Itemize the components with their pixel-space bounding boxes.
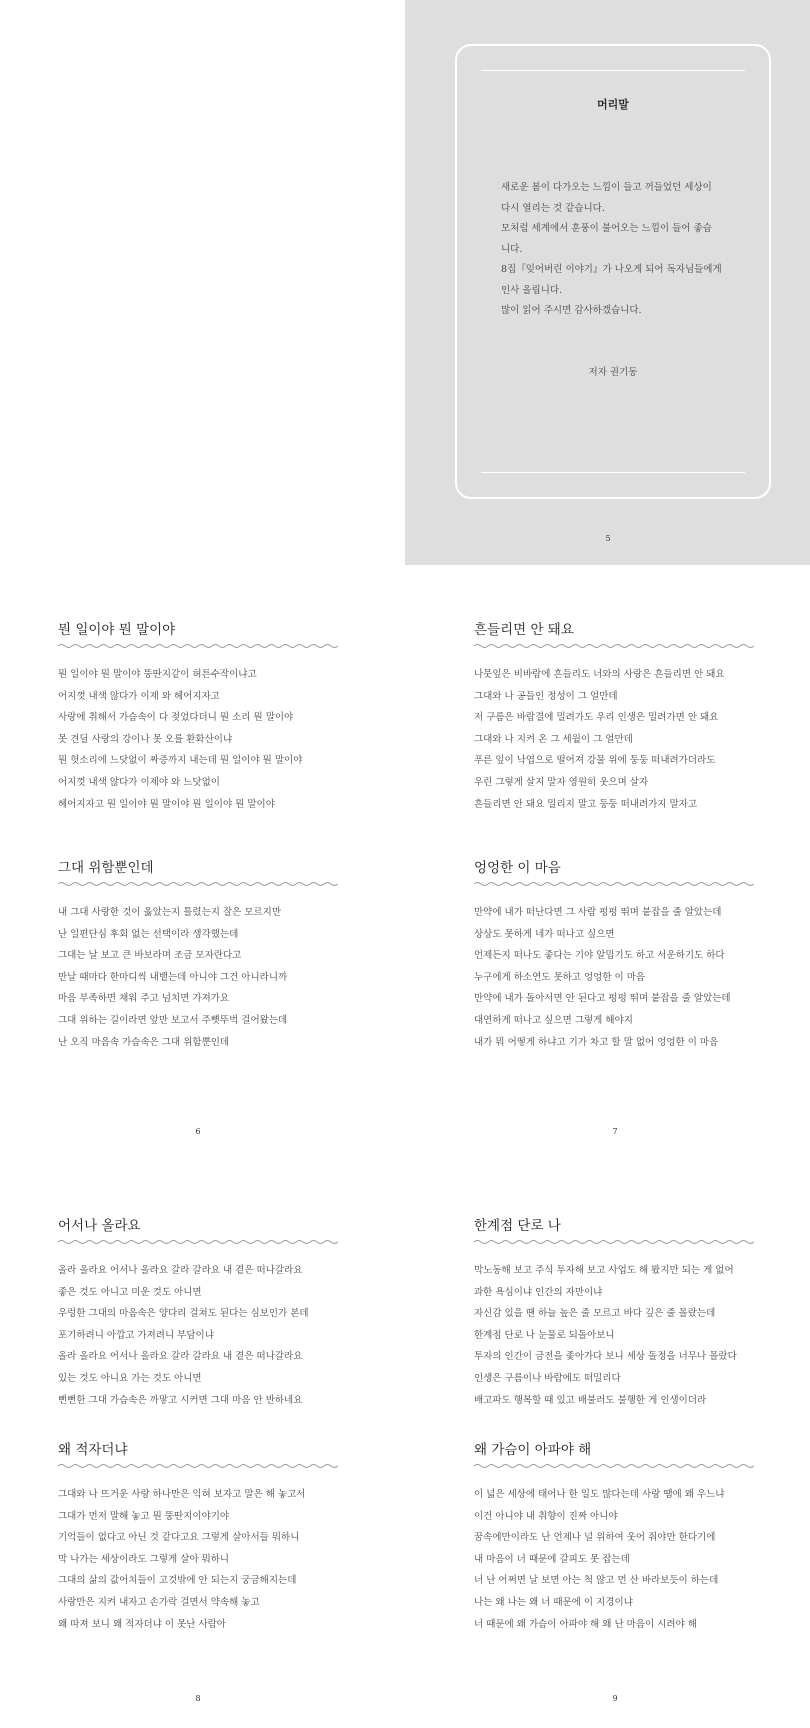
poem-line: 그대와 나 뜨거운 사랑 하나만은 익혀 보자고 말은 해 놓고서 [58,1489,306,1500]
poem-line: 막 나가는 세상이라도 그렇게 살아 뭐하니 [58,1553,230,1565]
poem-line: 만약에 내가 떠난다면 그 사람 펑펑 뛰며 붙잡을 줄 알았는데 [474,907,722,918]
poem-title: 한계점 단로 나 [474,1218,561,1234]
poem [58,620,338,815]
poem [58,1216,338,1411]
poem-line: 배고파도 행복할 때 있고 배불러도 불행한 게 인생이더라 [474,1394,707,1406]
preface-line: 많이 읽어 주시면 감사하겠습니다. [501,305,642,316]
wavy-divider [58,1239,338,1245]
poem-lines [474,902,754,1053]
poem-line: 왜 따져 보니 왜 적자더냐 이 못난 사람아 [58,1618,226,1630]
preface-author: 저자 권기동 [588,367,638,378]
poem-line: 투자의 인간이 금전을 좇아가다 보니 세상 돌정을 너무나 몰랐다 [474,1351,737,1363]
wavy-divider [58,1463,338,1469]
poem [474,620,754,815]
wavy-divider [474,1239,754,1245]
poem [58,858,338,1053]
poem-line: 과한 욕심이냐 인간의 자만이냐 [474,1286,603,1298]
poem-lines [58,1484,338,1635]
poem-line: 헤어지자고 뭔 일이야 뭔 말이야 뭔 일이야 뭔 말이야 [58,798,275,810]
poem-line: 막노동해 보고 주식 투자해 보고 사업도 해 봤지만 되는 게 없어 [474,1265,734,1276]
preface-page [405,0,810,565]
preface-line: 다시 열리는 것 같습니다. [501,202,605,214]
poem-line: 어지껏 내색 않다가 이제야 와 느닷없이 [58,776,220,788]
poem-line: 언제든지 떠나도 좋다는 기야 알밉기도 하고 서운하기도 하다 [474,950,725,962]
poem-lines [474,664,754,815]
preface-line: 8집『잊어버린 이야기』가 나오게 되어 독자님들에게 [501,264,722,275]
poem-line: 상상도 못하게 네가 떠나고 싶으면 [474,928,615,940]
card-top-rule [481,70,745,71]
preface-line: 새로운 봄이 다가오는 느낌이 들고 꺼들었던 세상이 [501,182,712,193]
poem-lines [474,1260,754,1411]
poem-line: 좋은 것도 아니고 미운 것도 아니면 [58,1286,202,1298]
poem-line: 대연하게 떠나고 싶으면 그렇게 해야지 [474,1014,633,1026]
poem-lines [474,1484,754,1635]
card-bottom-rule [481,472,745,473]
poem-title: 뭔 일이야 뭔 말이야 [58,622,176,638]
poem-title: 어서나 올라요 [58,1218,141,1234]
poem-line: 우린 그렇게 살지 말자 영원히 웃으며 살자 [474,776,649,788]
poem-line: 이 넓은 세상에 태어나 한 일도 많다는데 사랑 땜에 왜 우느냐 [474,1489,725,1500]
wavy-divider [474,643,754,649]
page-number: 9 [612,1694,618,1703]
poem-line: 그대와 나 지켜 온 그 세월이 그 얼만데 [474,733,633,745]
poem-line: 마음 부족하면 채워 주고 넘치면 가져가요 [58,993,230,1005]
wavy-divider [58,881,338,887]
poem-line: 사랑만은 지켜 내자고 손가락 걸면서 약속해 놓고 [58,1596,260,1608]
preface-line: 인사 올립니다. [501,284,563,296]
preface-title: 머리말 [597,98,629,111]
poem-line: 만날 때마다 한마디씩 내뱉는데 아니야 그건 아니라니까 [58,971,288,983]
poem-line: 저 구름은 바람결에 밀려가도 우리 인생은 밀려가면 안 돼요 [474,712,719,724]
poem-line: 그대의 삶의 값어치들이 고것밖에 안 되는지 궁금해지는데 [58,1575,297,1587]
poem-line: 그대가 먼저 말해 놓고 뭔 뚱딴지이야기야 [58,1510,230,1522]
poem-line: 내 마음이 너 때문에 갈피도 못 잡는데 [474,1553,630,1565]
poem-line: 만약에 내가 돌아서면 안 된다고 펑펑 뛰며 붙잡을 줄 알았는데 [474,993,731,1005]
poem-line: 올라 올라요 어서나 올라요 갈라 갈라요 내 곁은 떠나갈라요 [58,1351,303,1363]
poem-line: 자신감 있을 땐 하늘 높은 줄 모르고 바다 깊은 줄 몰랐는데 [474,1308,716,1320]
poem-line: 뭔 헛소리에 느닷없이 짜증까지 내는데 뭔 일이야 뭔 말이야 [58,755,303,767]
poem-line: 못 견딜 사랑의 강이나 못 오를 환화산이냐 [58,733,233,745]
poem [474,1440,754,1635]
poem-line: 내가 뭐 어떻게 하냐고 기가 차고 할 말 없어 엉엉한 이 마음 [474,1036,719,1048]
poem [474,1216,754,1411]
wavy-divider [474,1463,754,1469]
preface-line: 모처럼 세계에서 훈풍이 불어오는 느낌이 들어 좋습 [501,223,712,234]
poem [474,858,754,1053]
poem-line: 난 오직 마음속 가슴속은 그대 위함뿐인데 [58,1036,230,1048]
poem-line: 누구에게 하소연도 못하고 엉엉한 이 마음 [474,971,646,983]
page-number: 5 [605,534,611,543]
poem-line: 꿈속에만이라도 난 언제나 널 위하여 웃어 줘야만 한다기에 [474,1532,716,1544]
poem-lines [58,902,338,1053]
poem-lines [58,664,338,815]
poem-line: 푸른 잎이 낙엽으로 떨어져 강물 위에 둥둥 떠내려가더라도 [474,755,716,767]
poem-line: 너 때문에 왜 가슴이 아파야 해 왜 난 마음이 시려야 해 [474,1618,697,1630]
poem-title: 그대 위함뿐인데 [58,860,154,876]
poem-line: 이건 아니야 내 취향이 진짜 아니야 [474,1510,618,1522]
poem-lines [58,1260,338,1411]
poem-line: 너 난 어쩌면 날 보면 아는 척 않고 먼 산 바라보듯이 하는데 [474,1575,719,1587]
poem-line: 인생은 구름이나 바람에도 떠밀리다 [474,1372,621,1384]
preface-body [501,178,739,322]
poem-line: 나는 왜 나는 왜 너 때문에 이 지경이냐 [474,1596,633,1608]
poem-line: 그대와 나 공들인 정성이 그 얼만데 [474,690,618,702]
page-number: 7 [612,1127,618,1136]
poem-title: 흔들리면 안 돼요 [474,622,574,638]
poem-line: 흔들리면 안 돼요 밀리지 말고 둥둥 떠내려가지 말자고 [474,798,698,810]
poem-line: 내 그대 사랑한 것이 옳았는지 틀렸는지 잘은 모르지만 [58,907,282,918]
poem-line: 뭔 일이야 뭔 말이야 뚱딴지같이 허튼수작이냐고 [58,669,257,680]
wavy-divider [58,643,338,649]
poem-line: 있는 것도 아니요 가는 것도 아니면 [58,1372,202,1384]
poem-line: 어지껏 내색 않다가 이제 와 헤어지자고 [58,690,220,702]
poem-line: 그대 위하는 길이라면 앞만 보고서 주뼛뚜벅 걸어왔는데 [58,1014,288,1026]
page-number: 6 [195,1127,201,1136]
poem [58,1440,338,1635]
poem-line: 난 일편단심 후회 없는 선택이라 생각했는데 [58,928,239,940]
poem-line: 올라 올라요 어서나 올라요 갈라 갈라요 내 곁은 떠나갈라요 [58,1265,303,1276]
poem-line: 우렁한 그대의 마음속은 양다리 걸쳐도 된다는 심보인가 본데 [58,1308,309,1320]
poem-line: 사랑에 취해서 가슴속이 다 젖었다더니 뭔 소리 뭔 말이야 [58,712,294,724]
poem-line: 포기하려니 아깝고 가져려니 부담이냐 [58,1329,214,1341]
poem-line: 나뭇잎은 비바람에 흔들리도 너와의 사랑은 흔들리면 안 돼요 [474,669,725,680]
poem-title: 왜 적자더냐 [58,1442,128,1458]
page-number: 8 [195,1694,201,1703]
wavy-divider [474,881,754,887]
poem-title: 엉엉한 이 마음 [474,860,561,876]
preface-card [455,44,771,499]
poem-line: 그대는 날 보고 큰 바보라며 조금 모자란다고 [58,950,242,962]
preface-line: 니다. [501,243,523,255]
poem-title: 왜 가슴이 아파야 해 [474,1442,592,1458]
poem-line: 기억들이 없다고 아닌 것 같다고요 그렇게 살아서들 뭐하니 [58,1532,300,1544]
poem-line: 한계점 단로 나 눈물로 되돌아보니 [474,1329,615,1341]
poem-line: 뻔뻔한 그대 가슴속은 까맣고 시커면 그대 마음 안 반하네요 [58,1394,303,1406]
